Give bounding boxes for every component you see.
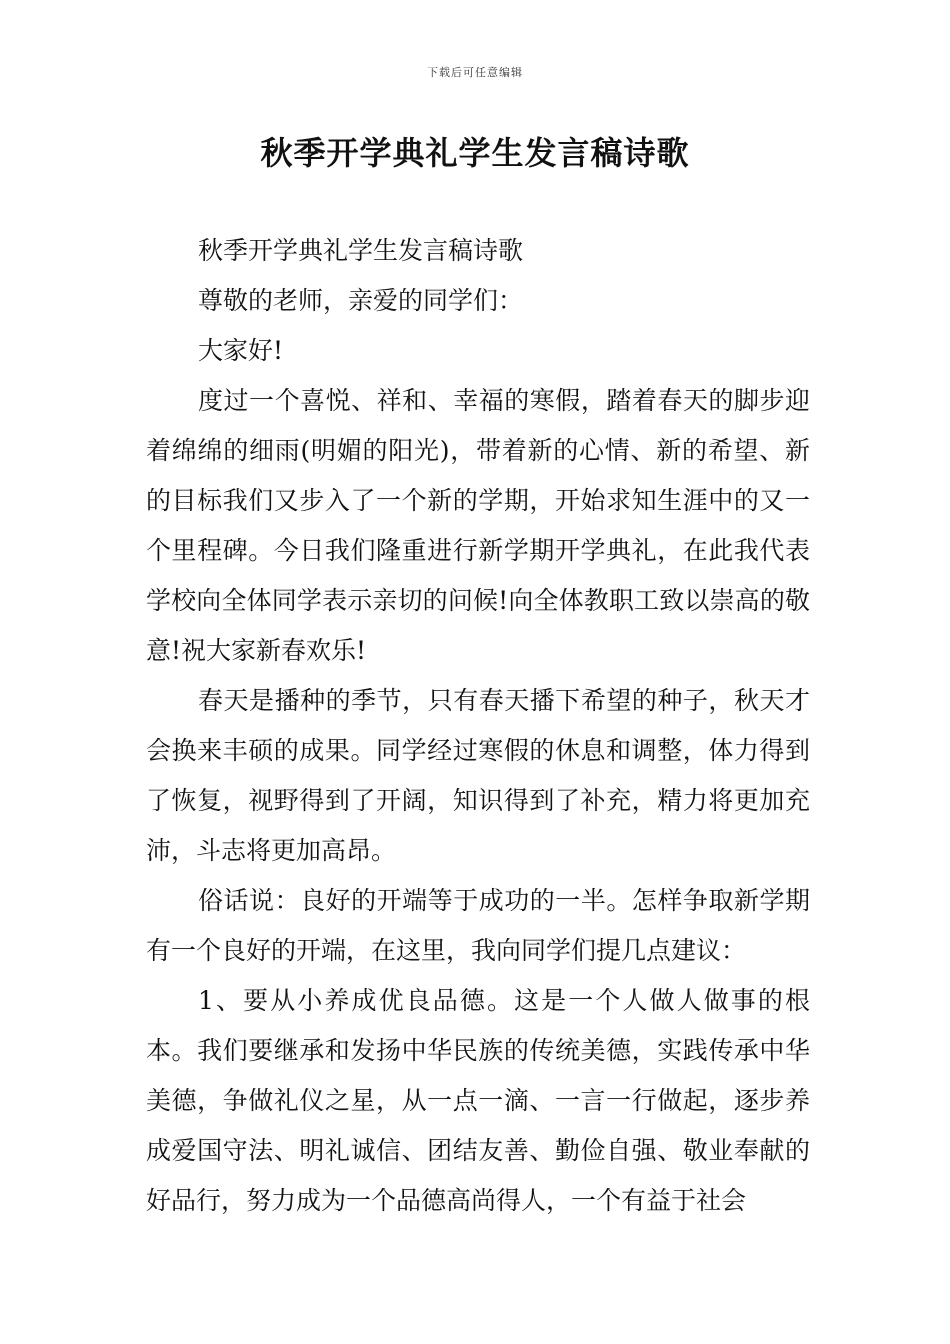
paragraph-greeting: 大家好! [198,336,284,365]
document-body [146,226,810,1226]
paragraph-heading: 秋季开学典礼学生发言稿诗歌 [198,236,524,265]
document-title: 秋季开学典礼学生发言稿诗歌 [260,134,690,172]
header-note: 下载后可任意编辑 [427,66,523,79]
paragraph-suggestion-1: 1、要从小养成优良品德。这是一个人做人做事的根本。我们要继承和发扬中华民族的传统美德，实践传承中华美德，争做礼仪之星，从一点一滴、一言一行做起，逐步养成爱国守法、明礼诚信、团结友善、勤俭自强、敬业奉献的好品行，努力成为一个品德高尚得人，一个有益于社会 [146,986,810,1215]
paragraph-intro: 度过一个喜悦、祥和、幸福的寒假，踏着春天的脚步迎着绵绵的细雨(明媚的阳光)，带着新的心情、新的希望、新的目标我们又步入了一个新的学期，开始求知生涯中的又一个里程碑。今日我们隆重进行新学期开学典礼，在此我代表学校向全体同学表示亲切的问候!向全体教职工致以崇高的敬意!祝大家新春欢乐! [146,386,810,665]
paragraph-proverb: 俗话说：良好的开端等于成功的一半。怎样争取新学期有一个良好的开端，在这里，我向同学们提几点建议： [146,886,810,965]
paragraph-salutation: 尊敬的老师，亲爱的同学们： [198,286,524,315]
paragraph-spring: 春天是播种的季节，只有春天播下希望的种子，秋天才会换来丰硕的成果。同学经过寒假的休息和调整，体力得到了恢复，视野得到了开阔，知识得到了补充，精力将更加充沛，斗志将更加高昂。 [146,686,810,865]
